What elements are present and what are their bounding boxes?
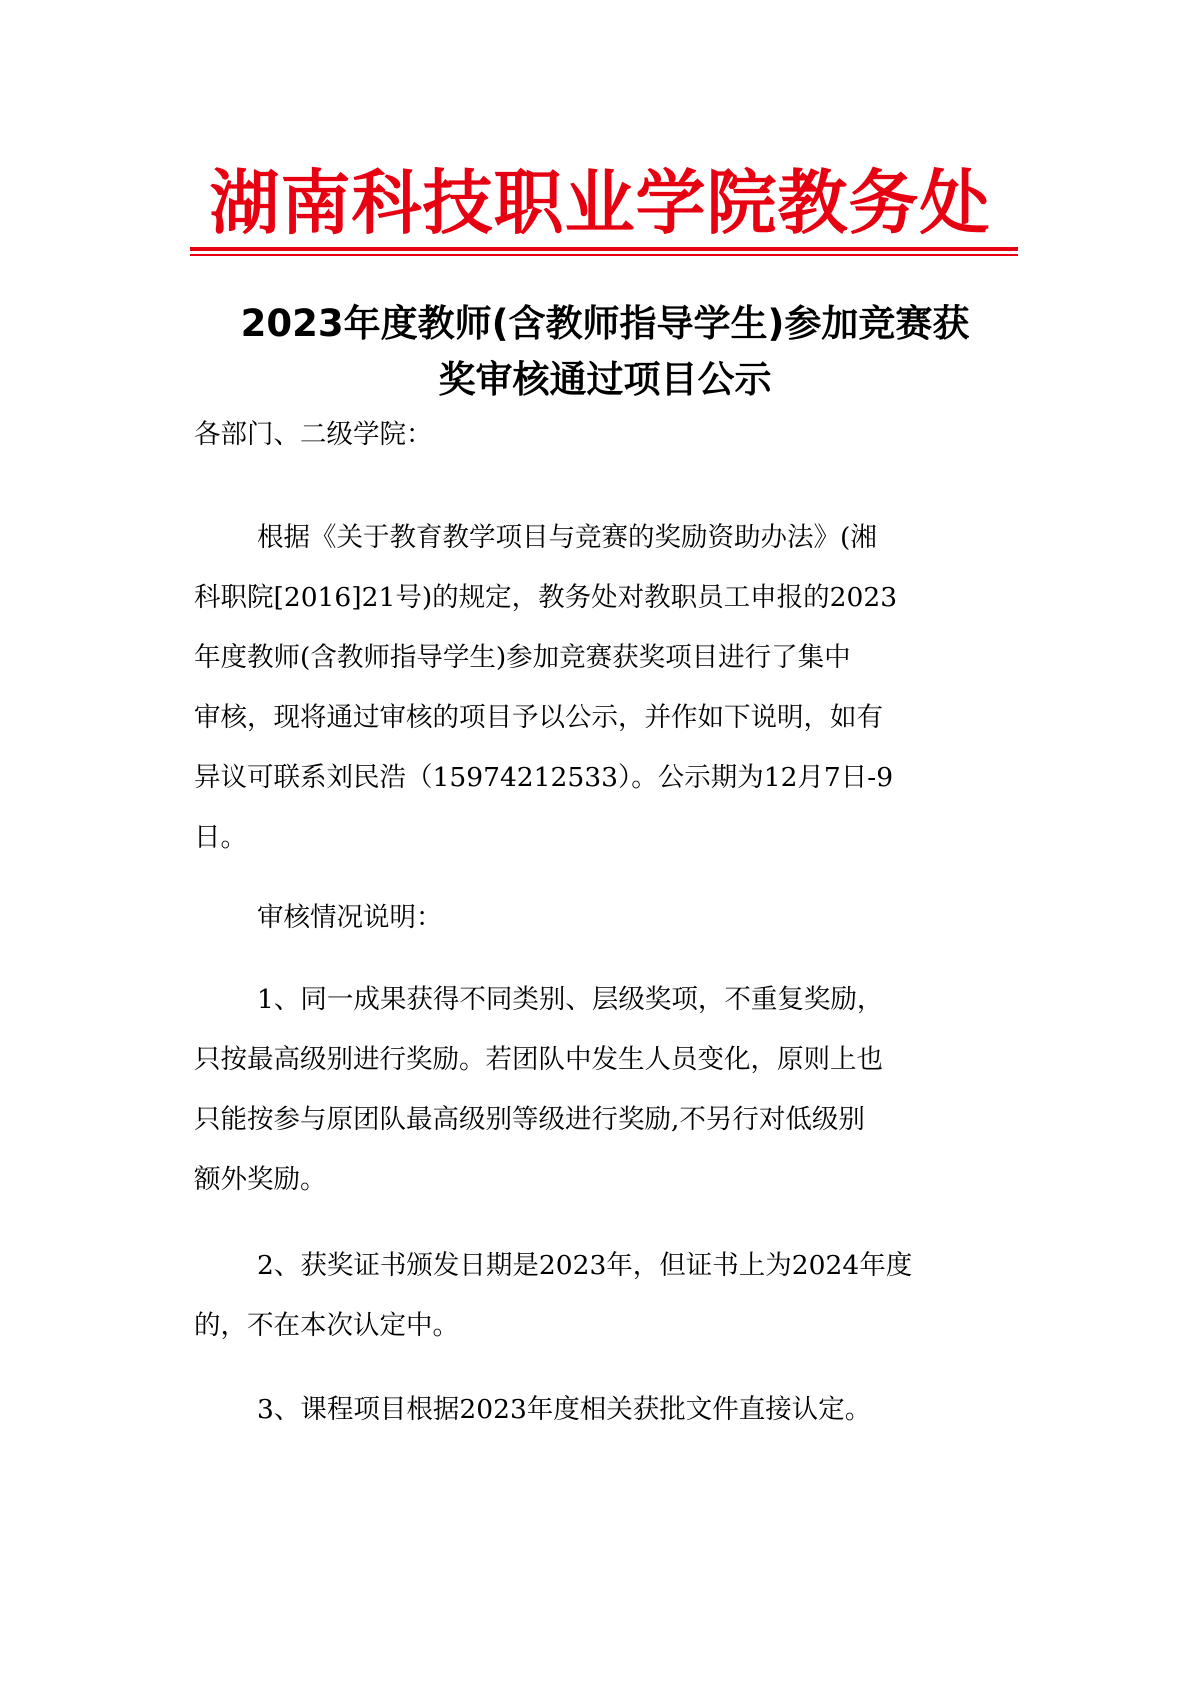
document-title-line-2: 奖审核通过项目公示 [438,358,772,401]
item-1-line: 只按最高级别进行奖励。若团队中发生人员变化，原则上也 [194,1044,883,1075]
body-line: 审核，现将通过审核的项目予以公示，并作如下说明，如有 [194,702,883,733]
item-1-line: 只能按参与原团队最高级别等级进行奖励,不另行对低级别 [194,1104,865,1135]
masthead-rule-thick [190,247,1018,251]
body-line: 科职院[2016]21号)的规定，教务处对教职员工申报的2023 [194,582,898,613]
masthead-rule-thin [190,254,1018,256]
document-title-line-1: 2023年度教师(含教师指导学生)参加竞赛获 [240,302,970,345]
body-line: 根据《关于教育教学项目与竞赛的奖励资助办法》(湘 [257,522,877,553]
salutation: 各部门、二级学院： [194,419,433,450]
item-3-line: 3、课程项目根据2023年度相关获批文件直接认定。 [257,1394,872,1425]
body-line: 日。 [194,822,247,853]
body-line: 年度教师(含教师指导学生)参加竞赛获奖项目进行了集中 [194,642,851,673]
item-1-line: 额外奖励。 [194,1164,327,1195]
item-2-line: 2、获奖证书颁发日期是2023年，但证书上为2024年度 [257,1250,913,1281]
review-heading: 审核情况说明： [257,902,443,933]
body-line: 异议可联系刘民浩（15974212533）。公示期为12月7日-9 [194,762,894,793]
masthead-title: 湖南科技职业学院教务处 [209,162,991,244]
document-title [180,296,1030,408]
item-2-line: 的，不在本次认定中。 [194,1310,459,1341]
item-1-line: 1、同一成果获得不同类别、层级奖项，不重复奖励， [257,984,884,1015]
